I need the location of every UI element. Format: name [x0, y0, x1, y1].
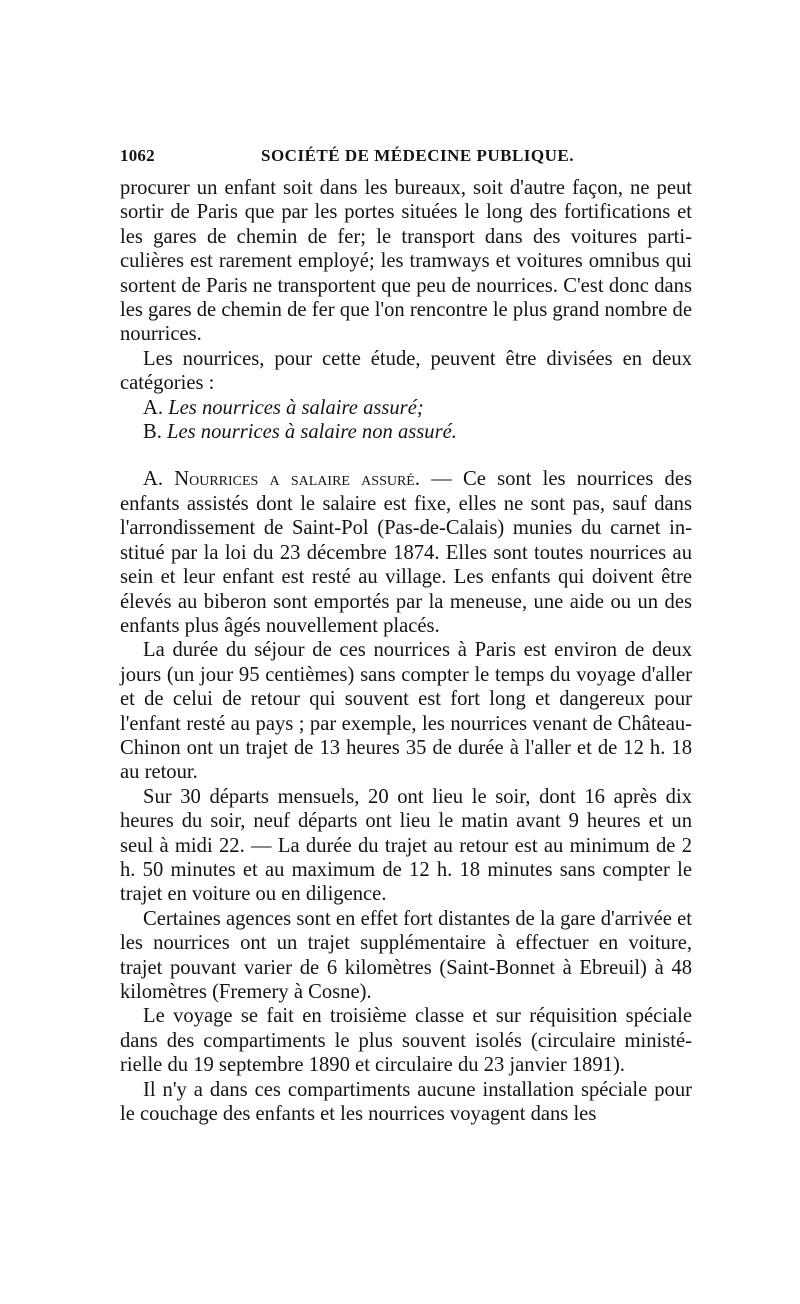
category-text-b: Les nourrices à salaire non assuré. [167, 421, 457, 444]
section-a-heading: Nourrices a salaire assuré. [174, 468, 421, 491]
body-text [120, 176, 692, 1126]
paragraph-4: La durée du séjour de ces nourrices à Paris est environ de deux jours (un jour 95 centièmes) sans compter le temps du voyage d'aller et de celui de retour qui souvent est fort long et dangereux pour l'enfant resté au pays ; par exemple, les nourrices venant de Château-Chinon ont un trajet de 13 heures 35 de durée à l'aller et de 12 h. 18 au retour. [120, 639, 692, 784]
running-title: SOCIÉTÉ DE MÉDECINE PUBLIQUE. [261, 146, 575, 165]
paragraph-6: Certaines agences sont en effet fort distantes de la gare d'arrivée et les nourrices ont un trajet supplémentaire à effectuer en voiture, trajet pouvant varier de 6 kilomètres (Saint-Bonnet à Ebreuil) à 48 kilomètres (Fremery à Cosne). [120, 907, 692, 1003]
paragraph-2: Les nourrices, pour cette étude, peuvent être divisées en deux catégories : [120, 347, 692, 395]
category-label-b: B. [143, 421, 162, 444]
paragraph-5: Sur 30 départs mensuels, 20 ont lieu le soir, dont 16 après dix heures du soir, neuf départs ont lieu le matin avant 9 heures et un seul à midi 22. — La durée du trajet au retour est au minimum de 2 h. 50 minutes et au maximum de 12 h. 18 minutes sans compter le trajet en voiture ou en diligence. [120, 785, 692, 906]
category-text-a: Les nourrices à salaire assuré; [168, 396, 424, 419]
category-label-a: A. [143, 396, 164, 419]
paragraph-8: Il n'y a dans ces compartiments aucune installation spéciale pour le couchage des enfants et les nourrices voyagent dans les [120, 1078, 692, 1126]
section-a-label: A. [143, 468, 164, 491]
paragraph-7: Le voyage se fait en troisième classe et sur réquisition spéciale dans des compartiments le plus souvent isolés (circulaire ministé-rielle du 19 septembre 1890 et circulaire du 23 janvier 1891). [120, 1005, 692, 1077]
category-item-a [120, 396, 692, 420]
category-item-b [120, 420, 692, 444]
section-spacer [120, 444, 692, 467]
running-head [120, 146, 692, 170]
section-a-paragraph [120, 467, 692, 638]
section-a-text: — Ce sont les nourrices des enfants assistés dont le salaire est fixe, elles ne sont pas, sauf dans l'arrondissement de Saint-Pol (Pas-de-Calais) munies du carnet in-stitué par la loi du 23 décembre 1874. Elles sont toutes nourrices au sein et leur enfant est resté au village. Les enfants qui doivent être élevés au biberon sont emportés par la meneuse, une aide ou un des enfants plus âgés nouvellement placés. [120, 468, 692, 637]
page-number: 1062 [120, 146, 155, 165]
paragraph-1: procurer un enfant soit dans les bureaux, soit d'autre façon, ne peut sortir de Paris que par les portes situées le long des fortifications et les gares de chemin de fer; le transport dans des voitures parti-culières est rarement employé; les tramways et voitures omnibus qui sortent de Paris ne transportent que peu de nourrices. C'est donc dans les gares de chemin de fer que l'on rencontre le plus grand nombre de nourrices. [120, 177, 692, 346]
